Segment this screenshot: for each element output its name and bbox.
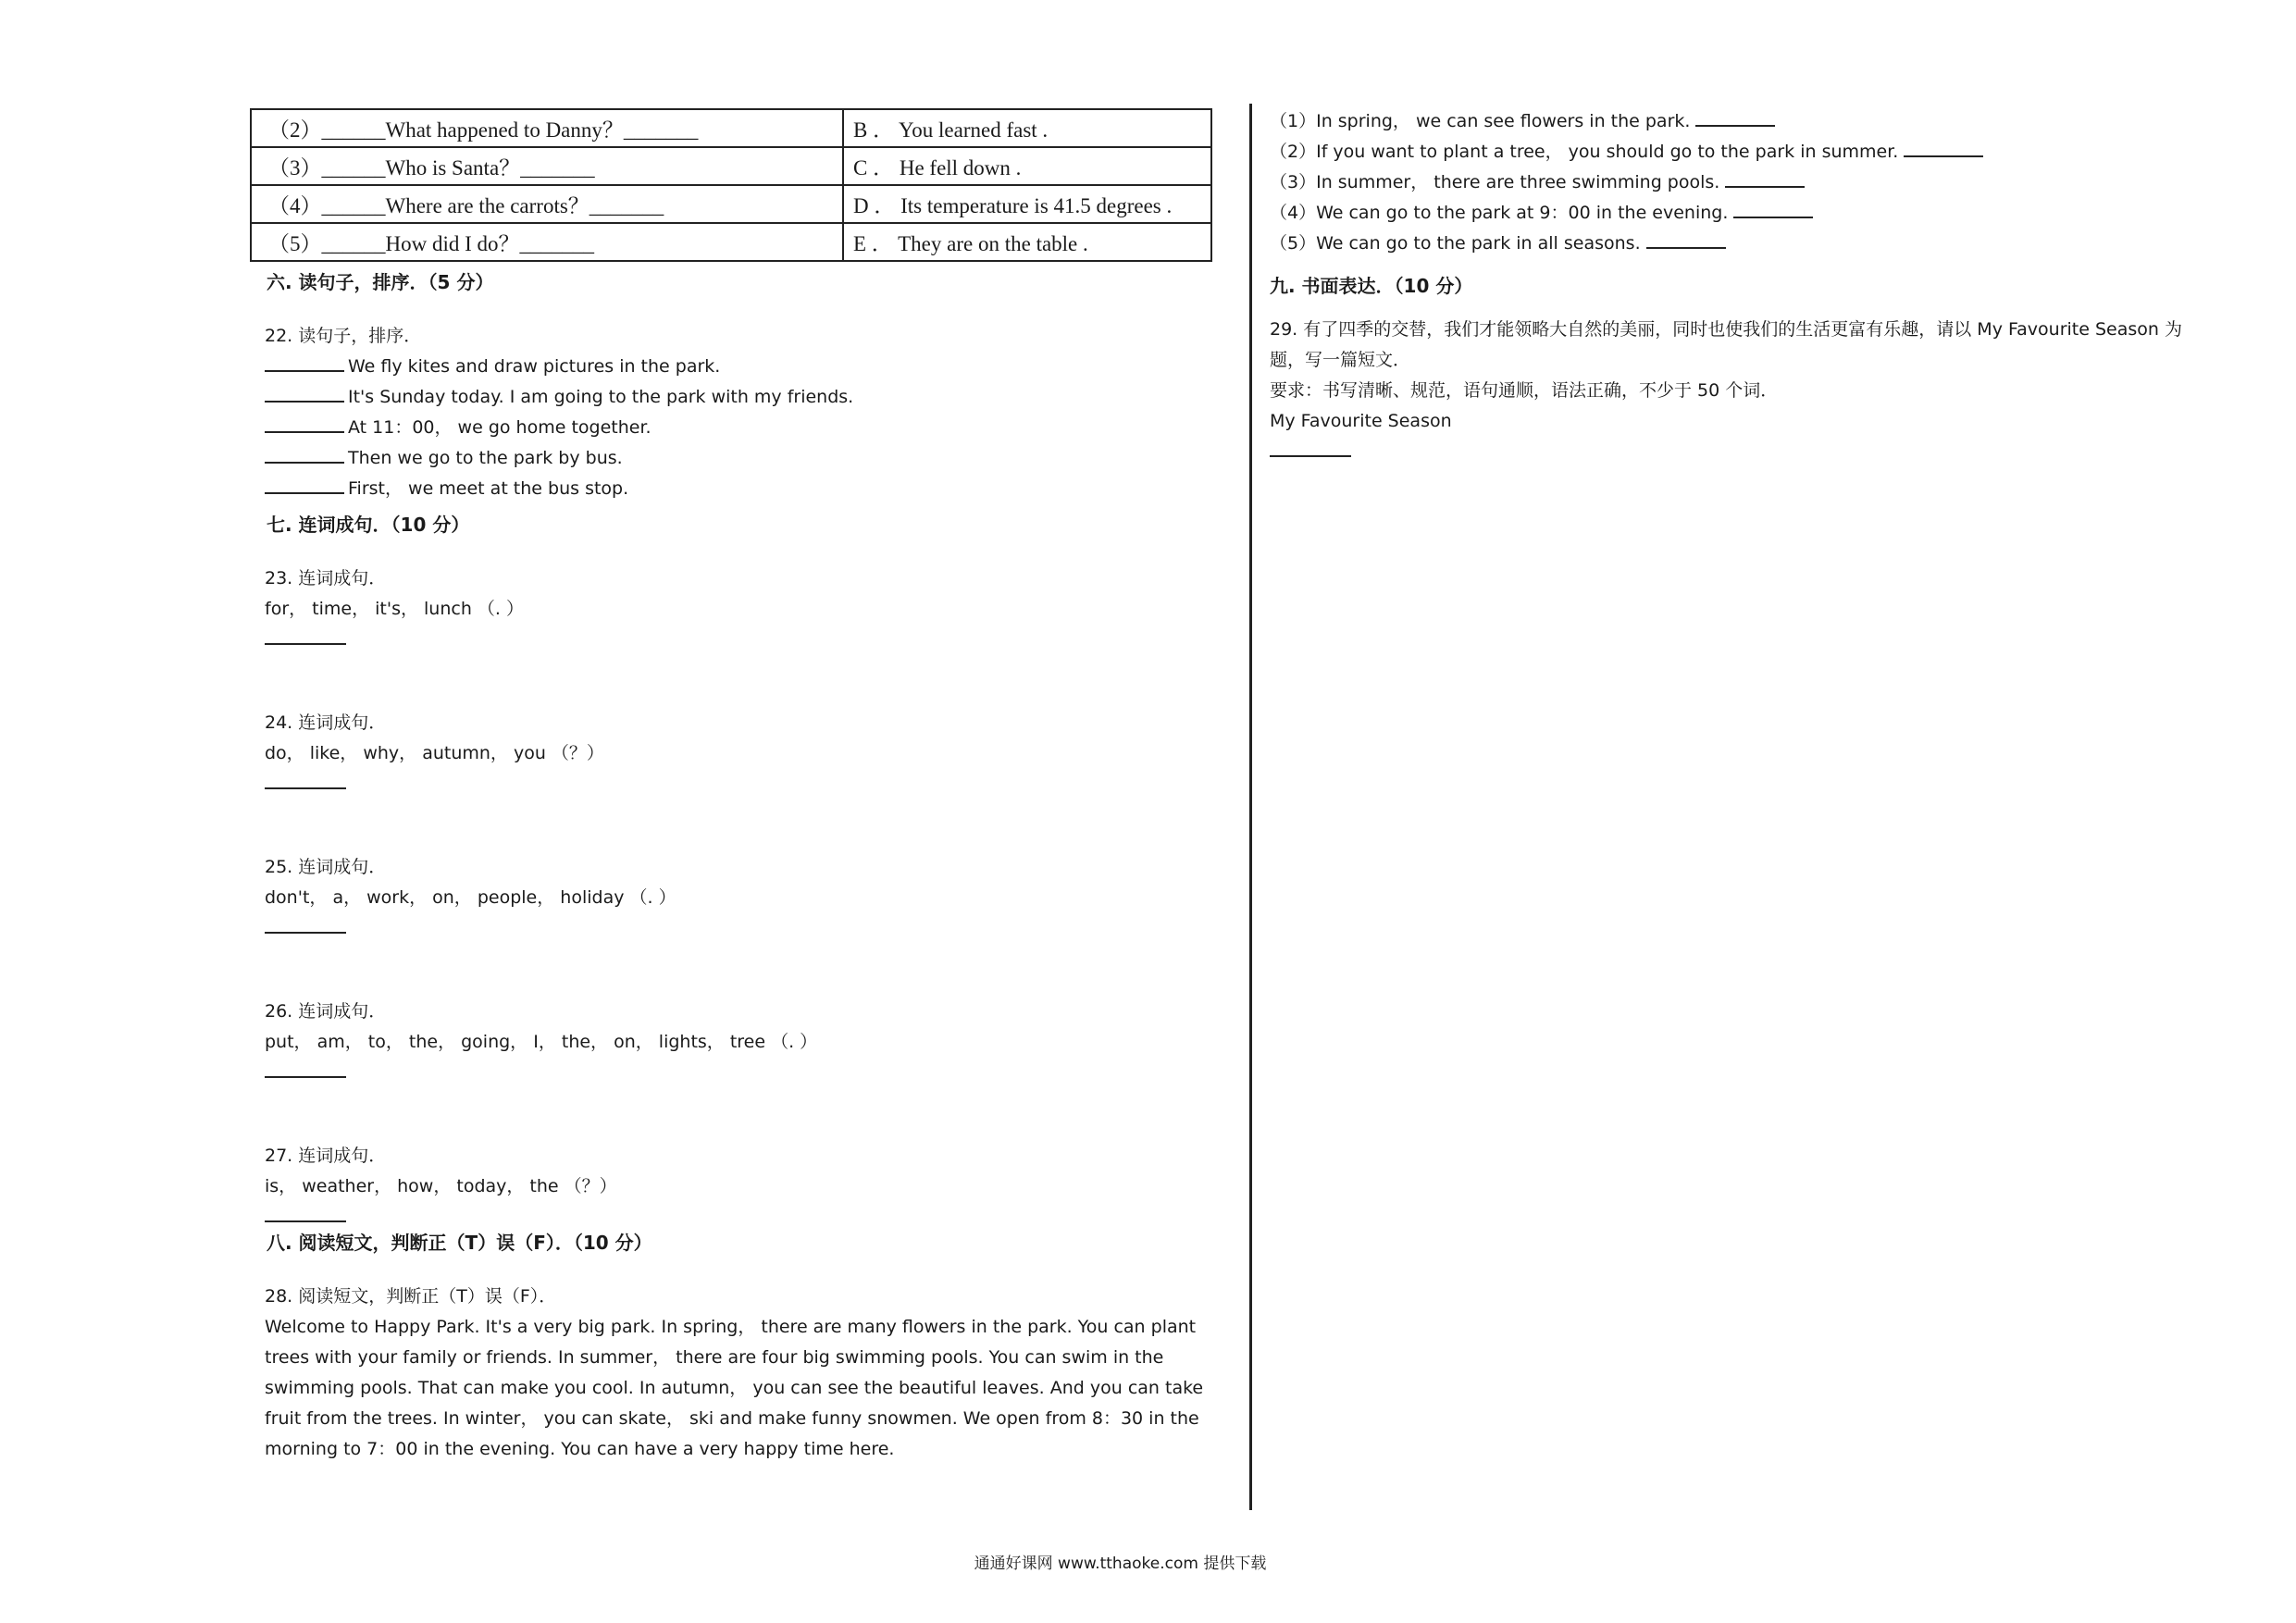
ordering-item: [265, 474, 1235, 504]
essay-title: My Favourite Season: [1270, 411, 1452, 431]
answer-blank[interactable]: [265, 382, 344, 403]
answer-line[interactable]: [265, 913, 346, 934]
word-list: for， time， it's， lunch （. ）: [265, 599, 524, 619]
answer-blank[interactable]: [265, 413, 344, 433]
question-29-requirement: 要求：书写清晰、规范，语句通顺，语法正确，不少于 50 个词．: [1270, 380, 1779, 401]
left-column: [250, 106, 1235, 1465]
question-title: 26. 连词成句．: [265, 1001, 387, 1022]
spacer: [250, 645, 1235, 708]
question-27: [250, 1141, 1235, 1222]
right-column: [1270, 106, 2214, 457]
judge-item: [1270, 167, 2214, 198]
ordering-item: [265, 413, 1235, 443]
answer-blank[interactable]: [1733, 198, 1813, 218]
ordering-sentence: It's Sunday today. I am going to the park with my friends.: [348, 387, 854, 407]
question-25: [250, 852, 1235, 997]
judge-item: [1270, 137, 2214, 167]
question-title: 25. 连词成句．: [265, 857, 387, 877]
judge-item: [1270, 106, 2214, 137]
section-8-heading: 八. 阅读短文，判断正（T）误（F）．（10 分）: [267, 1232, 652, 1254]
spacer: [250, 543, 1235, 564]
answer-blank[interactable]: [265, 352, 344, 372]
answer-blank[interactable]: [265, 474, 344, 494]
judge-item: [1270, 229, 2214, 259]
question-26: [250, 997, 1235, 1141]
question-title: 27. 连词成句．: [265, 1146, 387, 1166]
table-row: [251, 223, 1211, 261]
judge-statement: （4）We can go to the park at 9：00 in the evening.: [1270, 203, 1729, 223]
answer-blank[interactable]: [1725, 167, 1805, 188]
ordering-sentence: First， we meet at the bus stop.: [348, 478, 629, 499]
answer-blank[interactable]: [265, 443, 344, 464]
table-row: [251, 185, 1211, 223]
answer-blank[interactable]: [1904, 137, 1983, 157]
spacer: [250, 1078, 1235, 1141]
matching-table: [250, 108, 1212, 262]
answer-line[interactable]: [265, 769, 346, 789]
ordering-sentence: At 11：00， we go home together.: [348, 417, 652, 438]
ordering-item: [265, 382, 1235, 413]
question-22-title: 22. 读句子，排序．: [265, 326, 422, 346]
reading-passage: Welcome to Happy Park. It's a very big park. In spring， there are many flowers in the park. You can plant trees with your family or friends. In summer， there are four big swimming pools. You can swim in the swimming pools. That can make you cool. In autumn， you can see the beautiful leaves. And you can take fruit from the trees. In winter， you can skate， ski and make funny snowmen. We open from 8：30 in the morning to 7：00 in the evening. You can have a very happy time here.: [265, 1317, 1204, 1459]
question-23: [250, 564, 1235, 708]
match-answer: E ． They are on the table .: [843, 223, 1211, 261]
question-29-prompt: 29. 有了四季的交替，我们才能领略大自然的美丽，同时也使我们的生活更富有乐趣，请以 My Favourite Season 为题，写一篇短文．: [1270, 319, 2182, 370]
match-question: （4）______Where are the carrots？_______: [251, 185, 843, 223]
word-list: is， weather， how， today， the （？）: [265, 1176, 617, 1196]
judge-statement: （2）If you want to plant a tree， you should go to the park in summer.: [1270, 142, 1899, 162]
section-6-heading: 六. 读句子，排序．（5 分）: [267, 271, 494, 293]
ordering-item: [265, 352, 1235, 382]
column-divider: [1249, 104, 1252, 1510]
ordering-item: [265, 443, 1235, 474]
spacer: [250, 301, 1235, 321]
judge-statement: （3）In summer， there are three swimming pools.: [1270, 172, 1720, 192]
footer-text: 通通好课网 www.tthaoke.com 提供下载: [974, 1555, 1267, 1573]
match-answer: D ． Its temperature is 41.5 degrees .: [843, 185, 1211, 223]
answer-line[interactable]: [265, 1058, 346, 1078]
section-7-heading: 七. 连词成句．（10 分）: [267, 514, 470, 536]
match-question: （2）______What happened to Danny？_______: [251, 109, 843, 147]
judge-statement: （1）In spring， we can see flowers in the park.: [1270, 111, 1691, 131]
word-list: do， like， why， autumn， you （？）: [265, 743, 604, 763]
question-28-title: 28. 阅读短文，判断正（T）误（F）．: [265, 1286, 557, 1307]
ordering-sentence: We fly kites and draw pictures in the park.: [348, 356, 721, 377]
page-footer: [0, 1550, 2296, 1573]
question-title: 23. 连词成句．: [265, 568, 387, 588]
answer-blank[interactable]: [1695, 106, 1775, 127]
match-question: （3）______Who is Santa？_______: [251, 147, 843, 185]
spacer: [250, 789, 1235, 852]
table-row: [251, 109, 1211, 147]
judge-statement: （5）We can go to the park in all seasons.: [1270, 233, 1641, 254]
match-question: （5）______How did I do？_______: [251, 223, 843, 261]
word-list: don't， a， work， on， people， holiday （. ）: [265, 887, 676, 908]
question-title: 24. 连词成句．: [265, 712, 387, 733]
answer-blank[interactable]: [1646, 229, 1726, 249]
table-row: [251, 147, 1211, 185]
match-answer: C ． He fell down .: [843, 147, 1211, 185]
section-9-heading: 九. 书面表达．（10 分）: [1270, 275, 1473, 297]
ordering-sentence: Then we go to the park by bus.: [348, 448, 623, 468]
word-list: put， am， to， the， going， I， the， on， lights， tree （. ）: [265, 1032, 818, 1052]
answer-line[interactable]: [265, 625, 346, 645]
spacer: [250, 934, 1235, 997]
essay-answer-line[interactable]: [1270, 437, 1351, 457]
spacer: [250, 1261, 1235, 1282]
answer-line[interactable]: [265, 1202, 346, 1222]
question-24: [250, 708, 1235, 852]
judge-item: [1270, 198, 2214, 229]
match-answer: B ． You learned fast .: [843, 109, 1211, 147]
